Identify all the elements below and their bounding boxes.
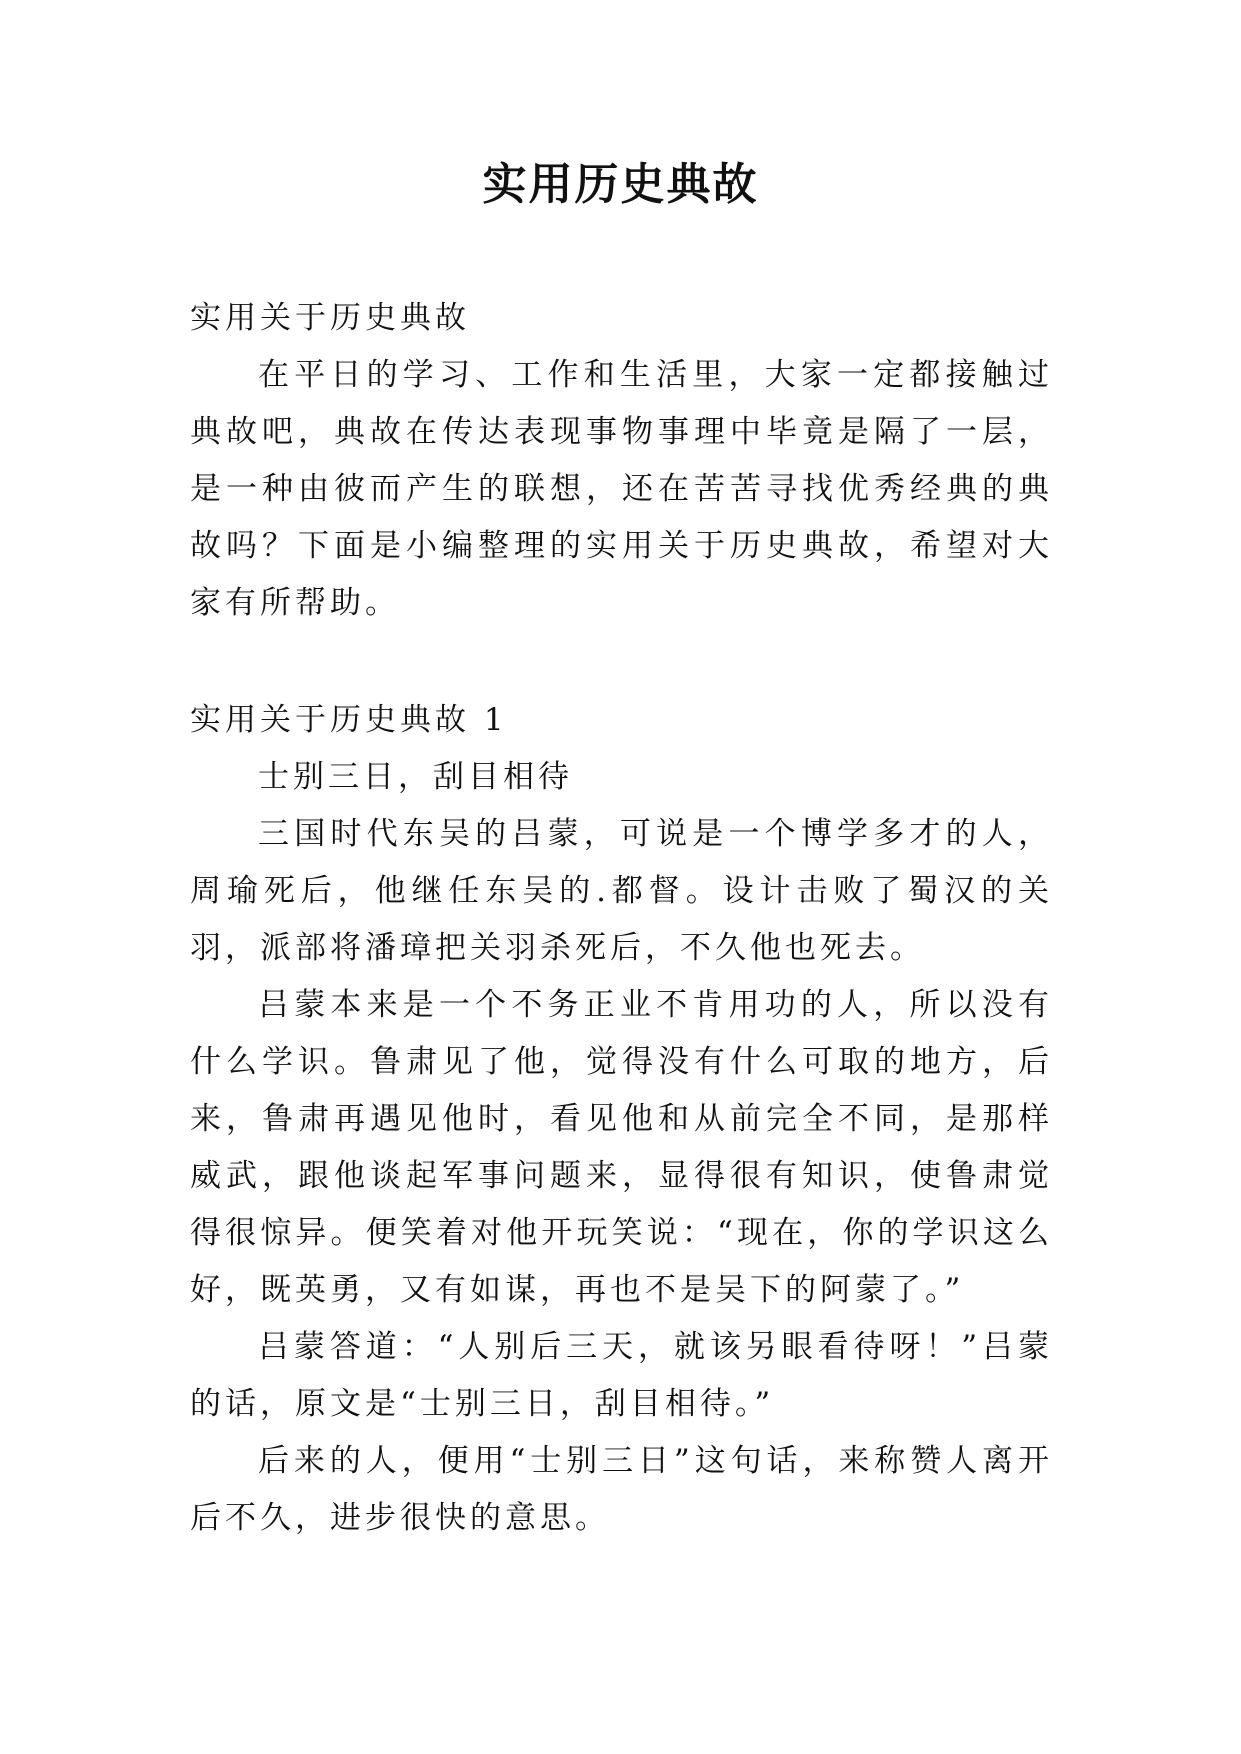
story-paragraph: 后来的人，便用“士别三日”这句话，来称赞人离开后不久，进步很快的意思。 (190, 1443, 1053, 1536)
story-paragraph: 吕蒙本来是一个不务正业不肯用功的人，所以没有什么学识。鲁肃见了他，觉得没有什么可取的地方，后来，鲁肃再遇见他时，看见他和从前完全不同，是那样威武，跟他谈起军事问题来，显得很有知识，使鲁肃觉得很惊异。便笑着对他开玩笑说：“现在，你的学识这么好，既英勇，又有如谋，再也不是吴下的阿蒙了。” (190, 987, 1053, 1308)
intro-paragraph: 在平日的学习、工作和生活里，大家一定都接触过典故吧，典故在传达表现事物事理中毕竟是隔了一层，是一种由彼而产生的联想，还在苦苦寻找优秀经典的典故吗？下面是小编整理的实用关于历史典故，希望对大家有所帮助。 (190, 357, 1053, 621)
document-subtitle: 实用关于历史典故 (190, 300, 470, 336)
document-body (190, 290, 1053, 1547)
story-title: 士别三日，刮目相待 (258, 759, 573, 795)
story-paragraph: 三国时代东吴的吕蒙，可说是一个博学多才的人，周瑜死后，他继任东吴的.都督。设计击败了蜀汉的关羽，派部将潘璋把关羽杀死后，不久他也死去。 (190, 816, 1053, 966)
section-heading: 实用关于历史典故 1 (190, 702, 508, 738)
document-title: 实用历史典故 (482, 159, 759, 210)
story-paragraph: 吕蒙答道：“人别后三天，就该另眼看待呀！”吕蒙的话，原文是“士别三日，刮目相待。” (190, 1329, 1053, 1422)
section-spacer (190, 632, 1053, 692)
